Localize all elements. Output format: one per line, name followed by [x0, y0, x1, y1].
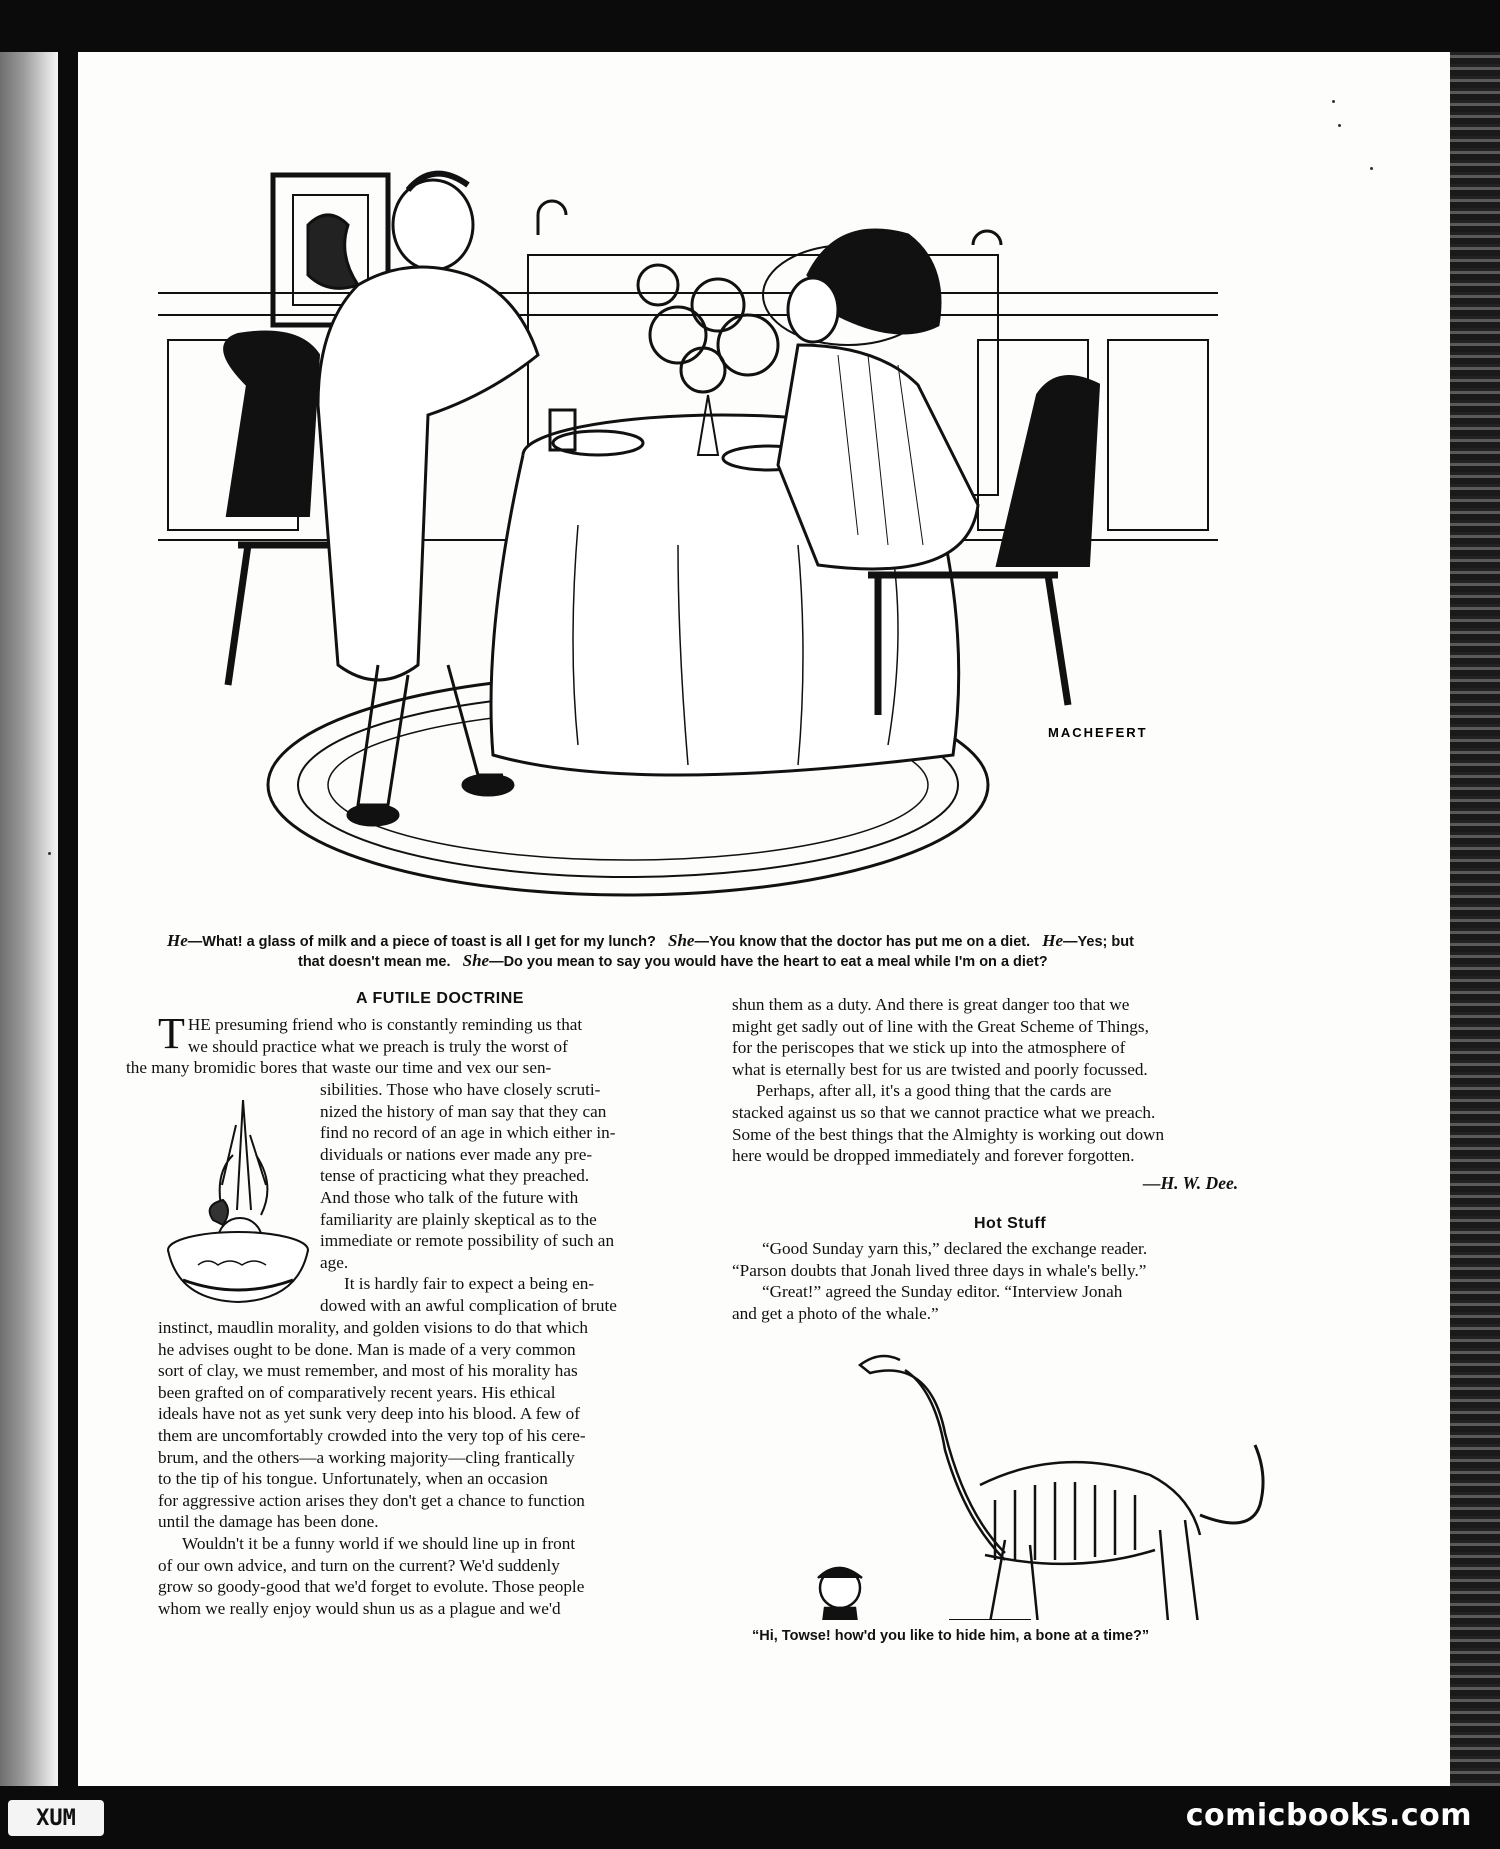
text-line: instinct, maudlin morality, and golden visions to do that which: [158, 1318, 588, 1337]
text-line: for aggressive action arises they don't get a chance to function: [158, 1490, 585, 1510]
scan-speck: [48, 852, 51, 855]
text-line: what is eternally best for us are twisted and poorly focussed.: [732, 1059, 1148, 1079]
text-line: of our own advice, and turn on the current? We'd suddenly: [158, 1555, 560, 1575]
text-line: sibilities. Those who have closely scruti-: [320, 1080, 601, 1099]
text-line: “Parson doubts that Jonah lived three days in whale's belly.”: [732, 1260, 1147, 1280]
text-line: here would be dropped immediately and forever forgotten.: [732, 1146, 1135, 1166]
text-line: we should practice what we preach is truly the worst of: [187, 1036, 568, 1056]
scan-speck: [1338, 124, 1341, 127]
text-line: the many bromidic bores that waste our time and vex our sen-: [126, 1058, 552, 1078]
article1-body: [158, 1317, 706, 1619]
article-heading-futile-doctrine: A FUTILE DOCTRINE: [356, 990, 524, 1007]
text-line: stacked against us so that we cannot practice what we preach.: [732, 1102, 1156, 1122]
caption-text: —You know that the doctor has put me on a diet.: [694, 934, 1031, 950]
caption-text: —Yes; but: [1063, 934, 1134, 950]
right-page-edge: [1450, 52, 1500, 1786]
text-line: tense of practicing what they preached.: [320, 1166, 590, 1186]
text-line: And those who talk of the future with: [320, 1187, 579, 1207]
site-watermark: comicbooks.com: [1185, 1798, 1472, 1833]
drop-cap: T: [158, 1009, 185, 1058]
article1-continued: [732, 994, 1290, 1167]
top-border: [0, 0, 1500, 52]
text-line: ideals have not as yet sunk very deep into his blood. A few of: [158, 1404, 580, 1424]
article2-body: [732, 1238, 1290, 1324]
text-line: them are uncomfortably crowded into the very top of his cere-: [158, 1425, 586, 1445]
cartoon-caption-line-1: [167, 931, 1134, 951]
article-heading-hot-stuff: Hot Stuff: [973, 1215, 1047, 1232]
text-line: find no record of an age in which either in-: [320, 1123, 616, 1143]
article1-author: —H. W. Dee.: [1143, 1173, 1239, 1193]
gutter: [58, 52, 78, 1786]
text-line: for the periscopes that we stick up into the atmosphere of: [732, 1038, 1126, 1058]
text-line: age.: [320, 1252, 349, 1272]
text-line: might get sadly out of line with the Great Scheme of Things,: [732, 1016, 1149, 1036]
text-line: and get a photo of the whale.”: [732, 1303, 939, 1323]
text-line: until the damage has been done.: [158, 1512, 379, 1532]
text-line: brum, and the others—a working majority—cling frantically: [158, 1447, 575, 1467]
left-page-edge: [0, 52, 58, 1786]
text-line: “Good Sunday yarn this,” declared the exchange reader.: [762, 1239, 1148, 1258]
dinosaur-skeleton-illustration: [730, 1340, 1290, 1620]
caption-text: that doesn't mean me.: [298, 954, 451, 970]
text-line: It is hardly fair to expect a being en-: [344, 1274, 595, 1294]
scan-speck: [1332, 100, 1335, 103]
text-line: Perhaps, after all, it's a good thing that the cards are: [756, 1081, 1112, 1101]
caption-text: —Do you mean to say you would have the heart to eat a meal while I'm on a diet?: [489, 954, 1048, 970]
text-line: whom we really enjoy would shun us as a plague and we'd: [158, 1598, 561, 1618]
text-line: Wouldn't it be a funny world if we should line up in front: [182, 1533, 576, 1553]
text-line: been grafted on of comparatively recent years. His ethical: [158, 1382, 556, 1402]
text-line: nized the history of man say that they can: [320, 1101, 607, 1121]
text-line: familiarity are plainly skeptical as to the: [320, 1209, 597, 1229]
caption-text: —What! a glass of milk and a piece of toast is all I get for my lunch?: [187, 934, 656, 950]
speaker-label: She: [462, 951, 490, 970]
dining-cartoon-illustration: [158, 165, 1218, 925]
text-line: grow so goody-good that we'd forget to evolute. Those people: [158, 1577, 585, 1597]
text-line: dowed with an awful complication of brute: [320, 1295, 617, 1315]
speaker-label: He: [1042, 931, 1064, 950]
onion-bowl-illustration: [158, 1095, 318, 1313]
article1-wrapped-text: [320, 1079, 704, 1317]
text-line: HE presuming friend who is constantly reminding us that: [187, 1015, 583, 1034]
text-line: to the tip of his tongue. Unfortunately, when an occasion: [158, 1469, 548, 1489]
text-line: shun them as a duty. And there is great danger too that we: [732, 995, 1130, 1014]
scan-badge: XUM: [8, 1800, 104, 1836]
text-line: “Great!” agreed the Sunday editor. “Interview Jonah: [762, 1282, 1123, 1302]
text-line: dividuals or nations ever made any pre-: [320, 1144, 593, 1164]
article1-intro: [126, 1009, 706, 1079]
text-line: sort of clay, we must remember, and most of his morality has: [158, 1361, 578, 1381]
text-line: Some of the best things that the Almighty is working out down: [732, 1124, 1165, 1144]
text-line: he advises ought to be done. Man is made of a very common: [158, 1339, 576, 1359]
cartoon-caption-line-2: [298, 951, 1048, 971]
scan-speck: [1370, 167, 1373, 170]
text-line: immediate or remote possibility of such an: [320, 1231, 615, 1251]
cartoon-signature: MACHEFERT: [1048, 725, 1148, 740]
speaker-label: He: [167, 931, 188, 950]
dinosaur-caption: “Hi, Towse! how'd you like to hide him, a bone at a time?”: [752, 1628, 1150, 1644]
speaker-label: She: [668, 931, 695, 950]
